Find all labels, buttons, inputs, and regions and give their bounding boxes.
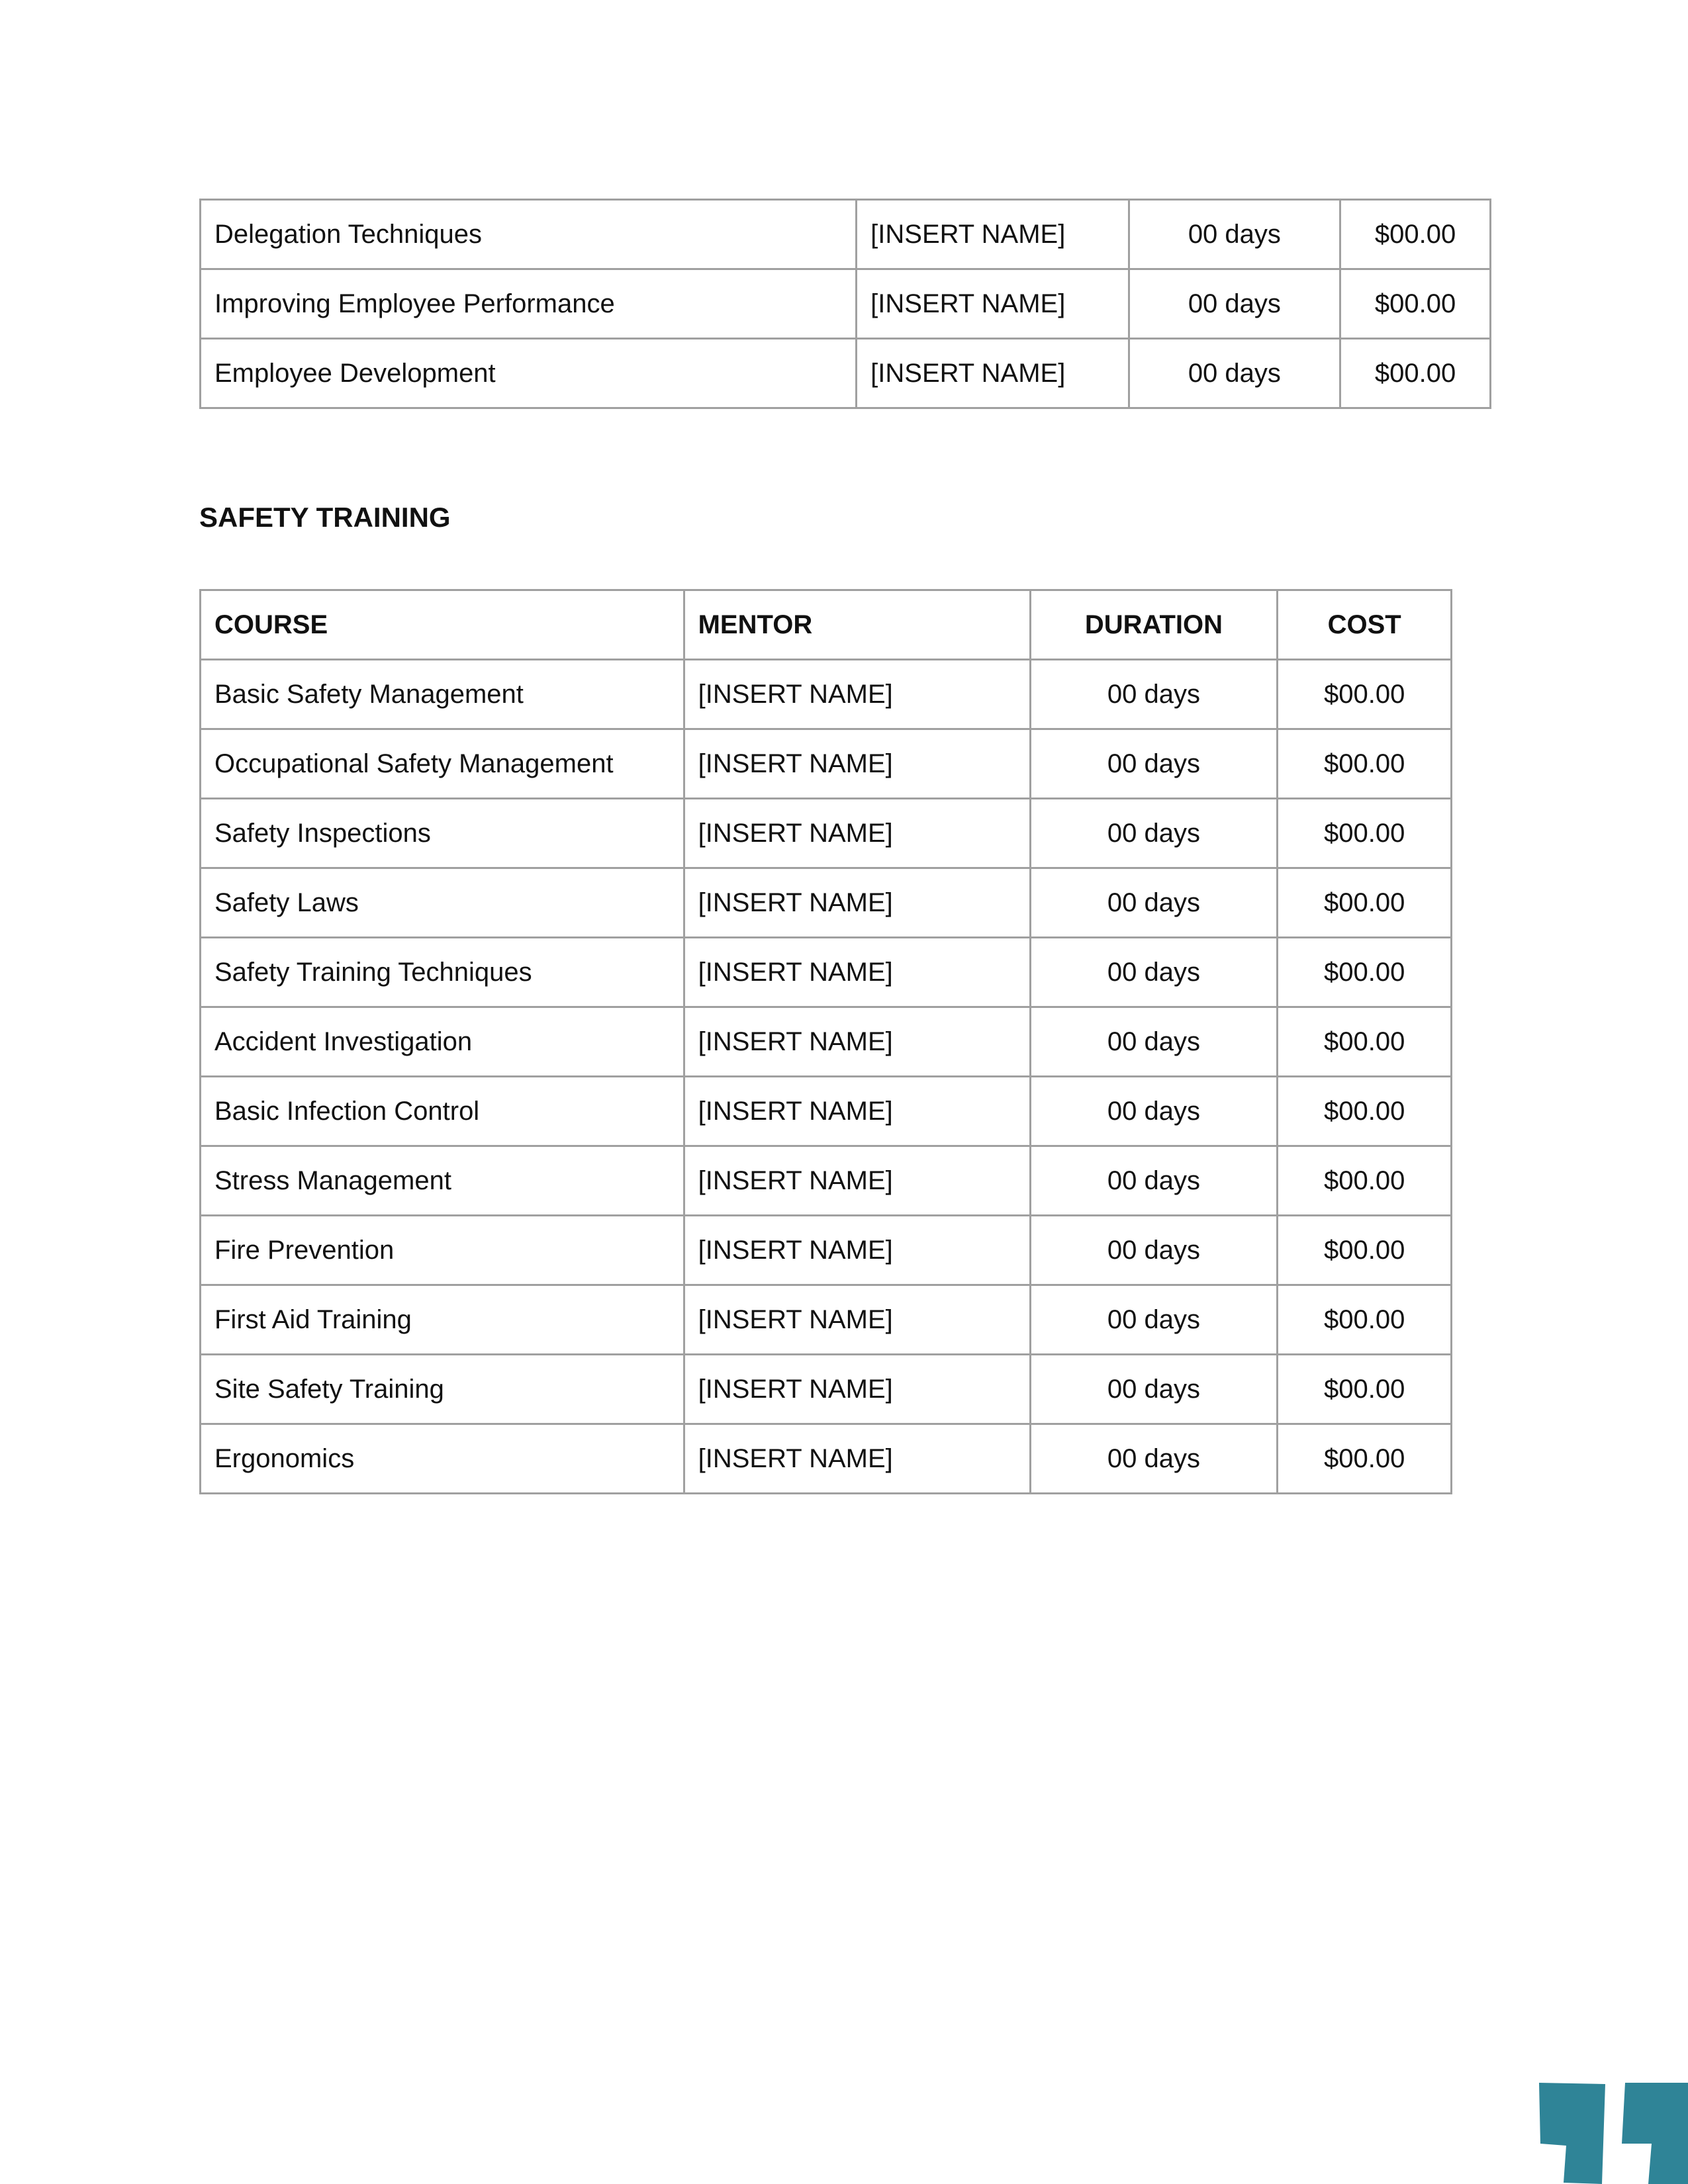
cell-duration: 00 days: [1030, 1285, 1278, 1355]
cell-duration: 00 days: [1030, 868, 1278, 938]
cell-cost: $00.00: [1278, 660, 1452, 729]
cell-cost: $00.00: [1278, 1146, 1452, 1216]
cell-mentor: [INSERT NAME]: [684, 799, 1030, 868]
cell-mentor: [INSERT NAME]: [684, 1355, 1030, 1424]
quote-mark-logo-icon: [1523, 2052, 1688, 2184]
table-row: [201, 200, 1491, 269]
cell-cost: $00.00: [1278, 1355, 1452, 1424]
cell-course: Safety Laws: [201, 868, 684, 938]
cell-cost: $00.00: [1278, 1424, 1452, 1494]
cell-cost: $00.00: [1278, 1285, 1452, 1355]
cell-mentor: [INSERT NAME]: [684, 1146, 1030, 1216]
cell-course: Safety Training Techniques: [201, 938, 684, 1007]
table-row: [201, 938, 1452, 1007]
cell-duration: 00 days: [1030, 660, 1278, 729]
cell-duration: 00 days: [1030, 1146, 1278, 1216]
cell-cost: $00.00: [1340, 200, 1491, 269]
table-row: [201, 799, 1452, 868]
cell-duration: 00 days: [1030, 938, 1278, 1007]
cell-course: First Aid Training: [201, 1285, 684, 1355]
table-row: [201, 1355, 1452, 1424]
cell-cost: $00.00: [1278, 1007, 1452, 1077]
cell-mentor: [INSERT NAME]: [684, 1007, 1030, 1077]
safety-training-table: [199, 589, 1452, 1494]
cell-cost: $00.00: [1278, 938, 1452, 1007]
cell-course: Ergonomics: [201, 1424, 684, 1494]
cell-duration: 00 days: [1030, 1424, 1278, 1494]
cell-course: Fire Prevention: [201, 1216, 684, 1285]
table-row: [201, 1285, 1452, 1355]
cell-mentor: [INSERT NAME]: [857, 200, 1129, 269]
cell-duration: 00 days: [1030, 1355, 1278, 1424]
cell-mentor: [INSERT NAME]: [684, 1216, 1030, 1285]
table-header-row: [201, 590, 1452, 660]
cell-duration: 00 days: [1129, 269, 1340, 339]
cell-course: Site Safety Training: [201, 1355, 684, 1424]
cell-course: Delegation Techniques: [201, 200, 857, 269]
cell-mentor: [INSERT NAME]: [684, 1077, 1030, 1146]
cell-cost: $00.00: [1340, 339, 1491, 408]
cell-cost: $00.00: [1278, 1216, 1452, 1285]
cell-course: Stress Management: [201, 1146, 684, 1216]
cell-cost: $00.00: [1278, 799, 1452, 868]
cell-cost: $00.00: [1278, 1077, 1452, 1146]
cell-cost: $00.00: [1278, 868, 1452, 938]
table-row: [201, 660, 1452, 729]
cell-course: Employee Development: [201, 339, 857, 408]
header-course: COURSE: [201, 590, 684, 660]
cell-course: Safety Inspections: [201, 799, 684, 868]
cell-course: Occupational Safety Management: [201, 729, 684, 799]
header-cost: COST: [1278, 590, 1452, 660]
cell-course: Basic Safety Management: [201, 660, 684, 729]
table-row: [201, 1424, 1452, 1494]
cell-cost: $00.00: [1278, 729, 1452, 799]
header-duration: DURATION: [1030, 590, 1278, 660]
cell-duration: 00 days: [1030, 1077, 1278, 1146]
cell-duration: 00 days: [1129, 200, 1340, 269]
table-row: [201, 729, 1452, 799]
cell-mentor: [INSERT NAME]: [684, 1424, 1030, 1494]
cell-duration: 00 days: [1129, 339, 1340, 408]
cell-duration: 00 days: [1030, 1007, 1278, 1077]
cell-mentor: [INSERT NAME]: [857, 339, 1129, 408]
cell-course: Basic Infection Control: [201, 1077, 684, 1146]
cell-mentor: [INSERT NAME]: [684, 729, 1030, 799]
training-table-continued: [199, 199, 1491, 409]
table-row: [201, 1146, 1452, 1216]
cell-duration: 00 days: [1030, 799, 1278, 868]
cell-cost: $00.00: [1340, 269, 1491, 339]
cell-duration: 00 days: [1030, 729, 1278, 799]
header-mentor: MENTOR: [684, 590, 1030, 660]
table-row: [201, 269, 1491, 339]
cell-course: Accident Investigation: [201, 1007, 684, 1077]
cell-duration: 00 days: [1030, 1216, 1278, 1285]
cell-mentor: [INSERT NAME]: [857, 269, 1129, 339]
table-row: [201, 1216, 1452, 1285]
cell-mentor: [INSERT NAME]: [684, 1285, 1030, 1355]
section-title: SAFETY TRAINING: [199, 502, 451, 533]
table-row: [201, 339, 1491, 408]
table-row: [201, 1077, 1452, 1146]
table-row: [201, 1007, 1452, 1077]
cell-course: Improving Employee Performance: [201, 269, 857, 339]
cell-mentor: [INSERT NAME]: [684, 660, 1030, 729]
cell-mentor: [INSERT NAME]: [684, 868, 1030, 938]
cell-mentor: [INSERT NAME]: [684, 938, 1030, 1007]
table-row: [201, 868, 1452, 938]
